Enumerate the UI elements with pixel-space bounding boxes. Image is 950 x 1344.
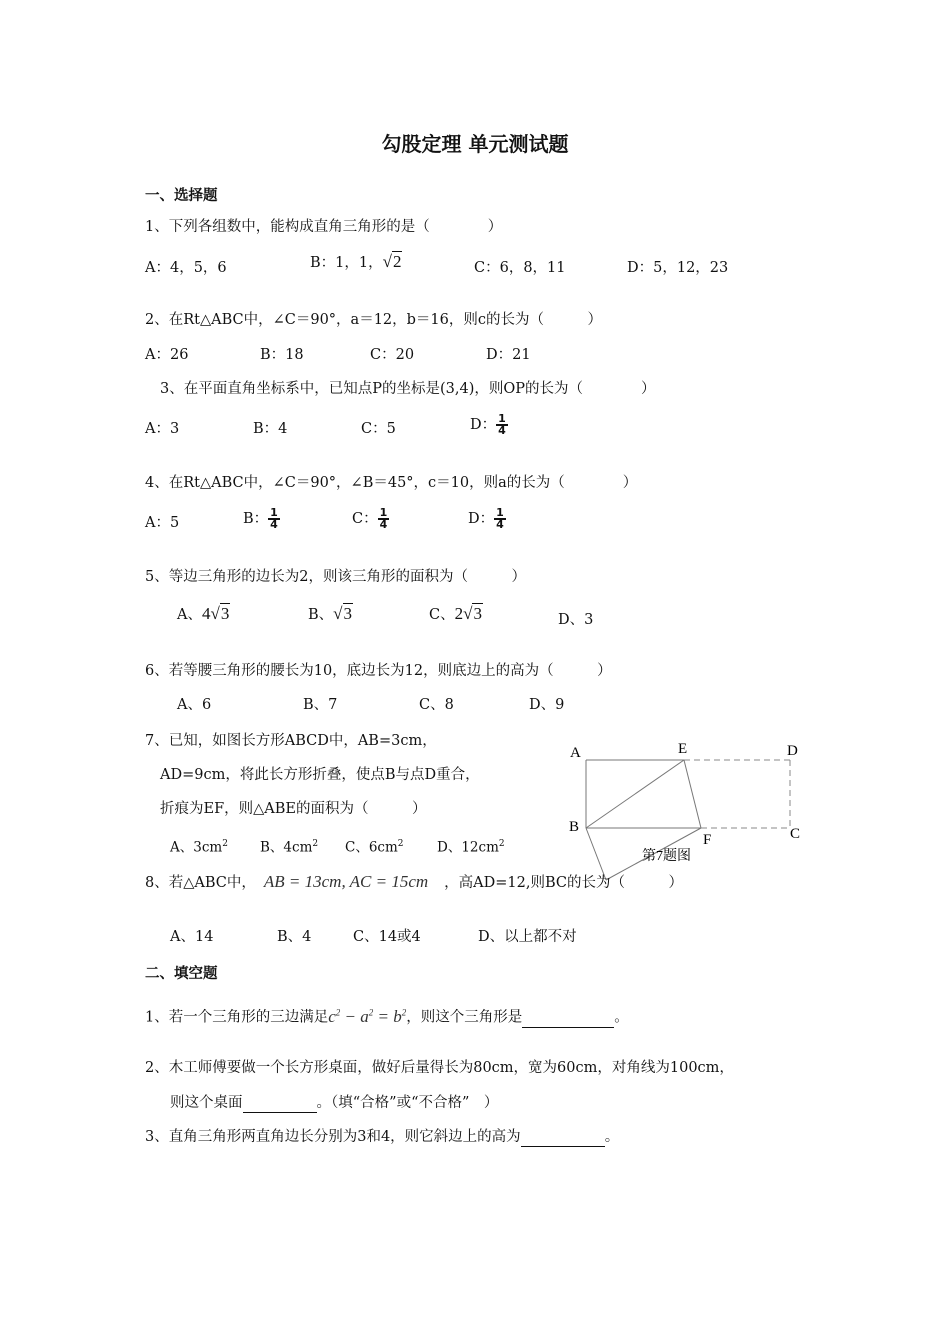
q8-option-c: C、14或4 — [353, 929, 421, 945]
question-6: 6、若等腰三角形的腰长为10，底边长为12，则底边上的高为（ ） — [145, 663, 612, 679]
question-4: 4、在Rt△ABC中，∠C＝90°，∠B＝45°，c＝10，则a的长为（ ） — [145, 475, 638, 491]
fill-question-2-line-2: 则这个桌面 。（填“合格”或“不合格” ） — [170, 1095, 499, 1111]
q1-option-d: D：5，12，23 — [627, 260, 729, 276]
question-7-line-2: AD=9cm，将此长方形折叠，使点B与点D重合， — [160, 767, 480, 783]
label-f: F — [703, 832, 712, 848]
q4-option-c: C： $\frac{1}{4}$ — [352, 506, 388, 531]
q8-option-b: B、4 — [277, 929, 312, 945]
fraction: $\frac{1}{4}$ — [496, 506, 504, 531]
q4-option-b: B： $\frac{1}{4}$ — [243, 506, 278, 531]
q3-option-d: D： $\frac{1}{4}$ — [470, 412, 506, 437]
question-5: 5、等边三角形的边长为2，则该三角形的面积为（ ） — [145, 569, 526, 585]
q2-option-c: C：20 — [370, 347, 415, 363]
fraction: $\frac{1}{4}$ — [270, 506, 278, 531]
q1-option-c: C：6，8，11 — [474, 260, 566, 276]
q3-option-c: C：5 — [361, 421, 396, 437]
q5-option-a: A、4√3 — [177, 604, 230, 623]
segment-ef — [684, 760, 701, 828]
q6-option-c: C、8 — [419, 697, 454, 713]
label-b: B — [569, 819, 580, 835]
q3-option-b: B：4 — [253, 421, 288, 437]
fill-question-1: 1、若一个三角形的三边满足$c^2 - a^2 = b^2$，则这个三角形是 。 — [145, 1006, 629, 1026]
answer-blank[interactable] — [243, 1112, 317, 1113]
q4-option-a: A：5 — [145, 515, 180, 531]
q8-option-d: D、以上都不对 — [478, 929, 577, 945]
q5-option-c: C、2√3 — [429, 604, 482, 623]
question-1: 1、下列各组数中，能构成直角三角形的是（ ） — [145, 219, 503, 235]
q7-option-d: D、$12cm^2$ — [437, 839, 505, 856]
label-a: A — [570, 745, 581, 761]
q4-option-d: D： $\frac{1}{4}$ — [468, 506, 504, 531]
q6-option-d: D、9 — [529, 697, 565, 713]
question-8: 8、若△ABC中， AB = 13cm, AC = 15cm ，高AD=12,则BC的长为（ ） — [145, 872, 683, 891]
q6-option-b: B、7 — [303, 697, 338, 713]
section-heading-fill: 二、填空题 — [145, 966, 218, 982]
page-title: 勾股定理 单元测试题 — [381, 132, 569, 156]
q7-option-c: C、$6cm^2$ — [345, 839, 404, 856]
fraction: $\frac{1}{4}$ — [498, 412, 506, 437]
q2-option-b: B：18 — [260, 347, 304, 363]
q7-option-b: B、$4cm^2$ — [260, 839, 319, 856]
q5-option-d: D、3 — [558, 612, 594, 628]
label-c: C — [790, 826, 801, 842]
question-2: 2、在Rt△ABC中，∠C＝90°，a＝12，b＝16，则c的长为（ ） — [145, 312, 603, 328]
fraction: $\frac{1}{4}$ — [379, 506, 388, 531]
answer-blank[interactable] — [522, 1027, 614, 1028]
answer-blank[interactable] — [521, 1146, 605, 1147]
q1-option-a: A：4，5，6 — [145, 260, 227, 276]
q2-option-d: D：21 — [486, 347, 531, 363]
q6-option-a: A、6 — [177, 697, 212, 713]
question-3: 3、在平面直角坐标系中，已知点P的坐标是(3,4)，则OP的长为（ ） — [160, 381, 656, 397]
fill-question-2-line-1: 2、木工师傅要做一个长方形桌面，做好后量得长为80cm，宽为60cm，对角线为100cm， — [145, 1060, 734, 1076]
section-heading-choice: 一、选择题 — [145, 188, 218, 204]
q5-option-b: B、√3 — [308, 604, 352, 623]
figure-caption: 第7题图 — [642, 849, 691, 864]
segment-be — [586, 760, 684, 828]
q3-option-a: A：3 — [145, 421, 180, 437]
q8-option-a: A、14 — [170, 929, 214, 945]
q2-option-a: A：26 — [145, 347, 189, 363]
q1-option-b: B：1，1，√2 — [310, 252, 402, 271]
q7-option-a: A、$3cm^2$ — [170, 839, 228, 856]
question-7-line-1: 7、已知，如图长方形ABCD中，AB=3cm， — [145, 733, 437, 749]
question-7-line-3: 折痕为EF，则△ABE的面积为（ ） — [160, 801, 427, 817]
sqrt-symbol: √2 — [382, 252, 402, 271]
fill-question-3: 3、直角三角形两直角边长分别为3和4，则它斜边上的高为 。 — [145, 1129, 620, 1145]
label-e: E — [678, 741, 688, 757]
label-d: D — [787, 743, 798, 759]
